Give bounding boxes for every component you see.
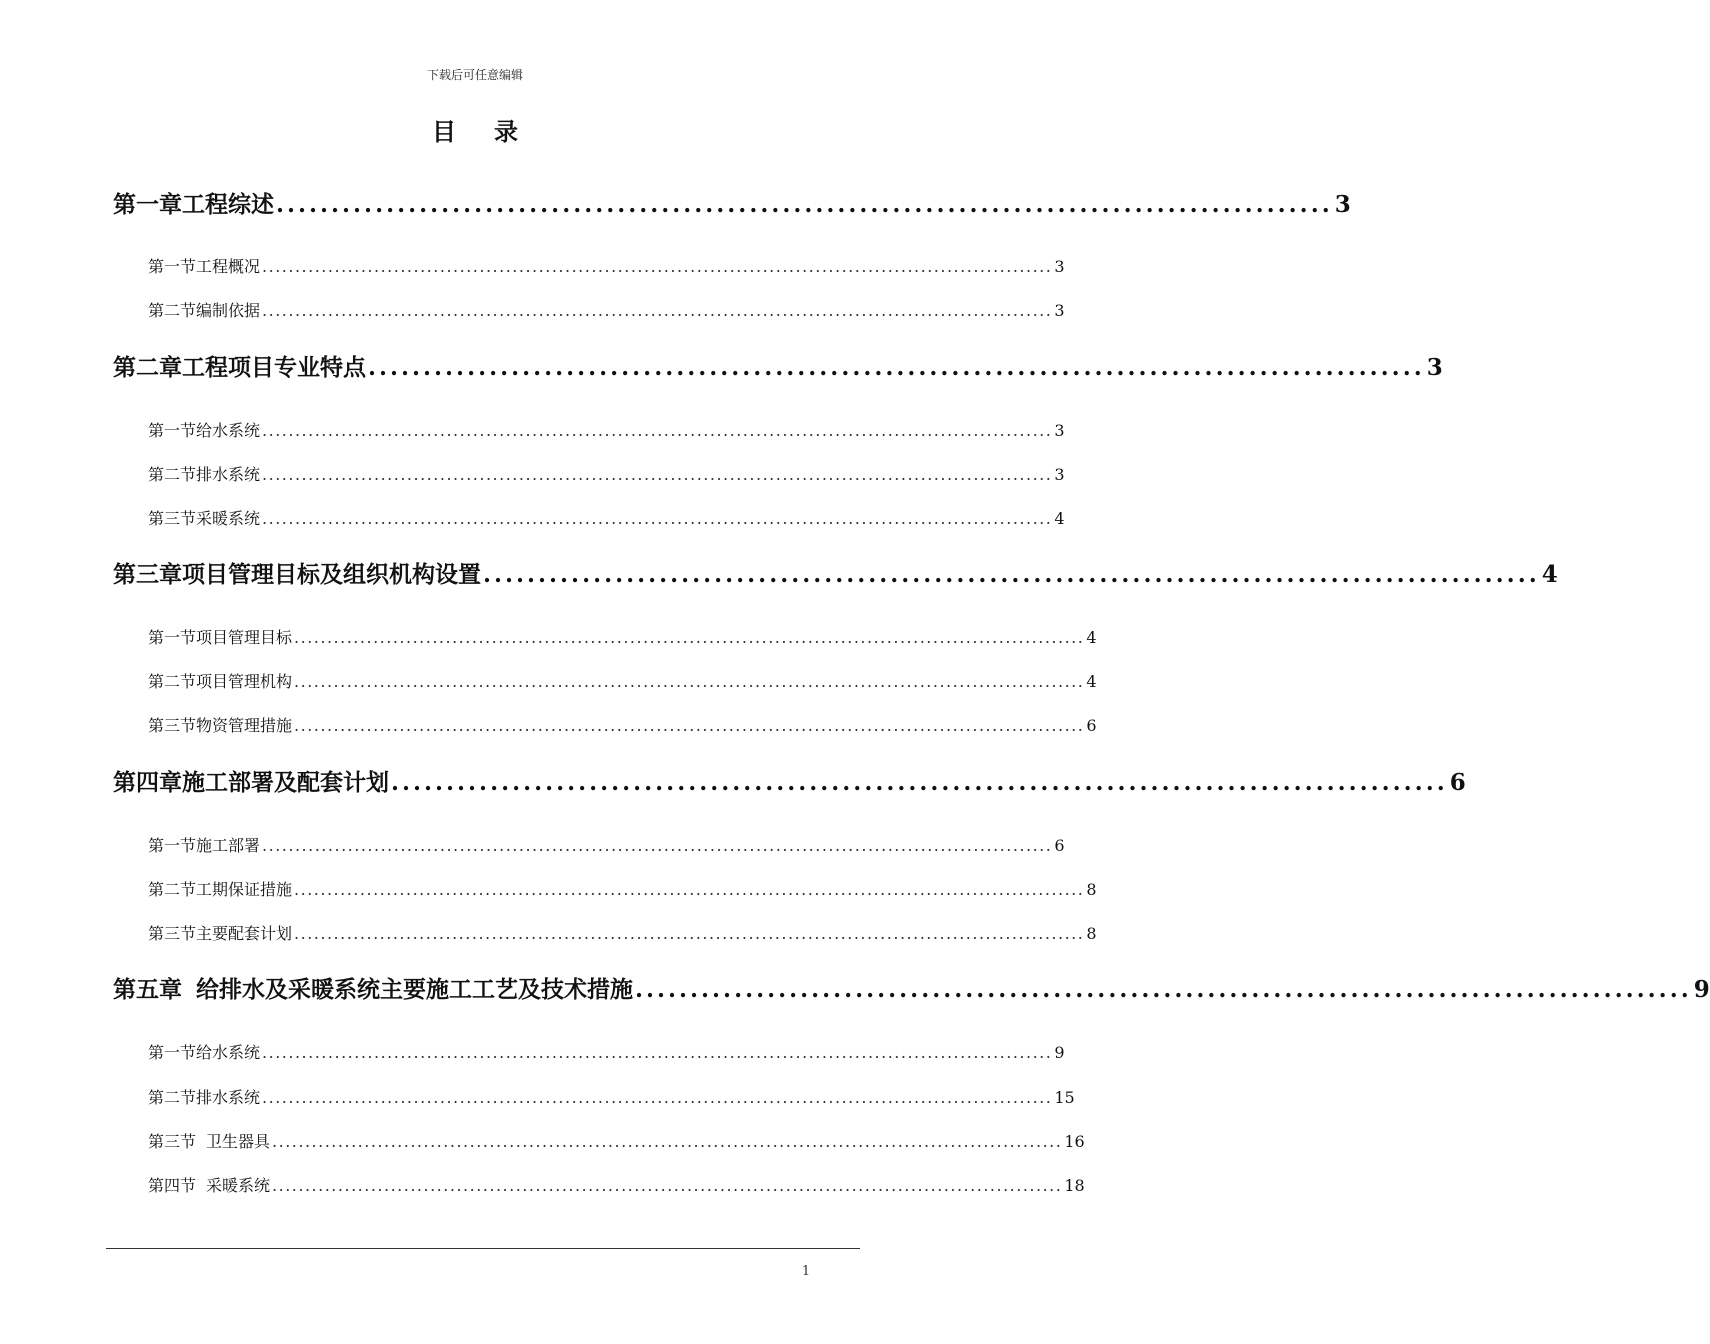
toc-section-1-2[interactable] xyxy=(148,298,1065,322)
section-title: 编制依据 xyxy=(196,301,261,320)
toc-chapter-4[interactable] xyxy=(113,764,1466,798)
section-page: 4 xyxy=(1086,672,1097,691)
toc-section-5-1[interactable] xyxy=(148,1040,1065,1064)
toc-section-1-1[interactable] xyxy=(148,254,1065,278)
chapter-page: 3 xyxy=(1334,191,1351,218)
section-title: 施工部署 xyxy=(196,836,261,855)
dot-leader: ........................................................................................................................ xyxy=(262,421,1053,440)
section-number: 第二节 xyxy=(148,465,197,484)
section-number: 第二节 xyxy=(148,672,197,691)
section-number: 第一节 xyxy=(148,836,197,855)
dot-leader: ........................................................................................................................ xyxy=(294,628,1085,647)
chapter-title: 项目管理目标及组织机构设置 xyxy=(182,561,481,588)
section-page: 3 xyxy=(1054,257,1065,276)
toc-section-2-2[interactable] xyxy=(148,462,1065,486)
section-number: 第一节 xyxy=(148,628,197,647)
section-number: 第四节 xyxy=(148,1176,197,1195)
dot-leader: ........................................................................................................................ xyxy=(262,257,1053,276)
section-page: 18 xyxy=(1064,1176,1085,1195)
chapter-number: 第三章 xyxy=(113,561,182,588)
toc-chapter-3[interactable] xyxy=(113,556,1558,590)
section-number: 第一节 xyxy=(148,421,197,440)
footer-divider xyxy=(106,1248,860,1249)
dot-leader: ................................................................................................ xyxy=(635,976,1692,1003)
section-page: 3 xyxy=(1054,465,1065,484)
toc-section-5-2[interactable] xyxy=(148,1085,1075,1109)
toc-section-4-2[interactable] xyxy=(148,877,1097,901)
dot-leader: ........................................................................................................................ xyxy=(262,1088,1053,1107)
section-number: 第二节 xyxy=(148,880,197,899)
dot-leader: ........................................................................................................................ xyxy=(272,1176,1063,1195)
toc-chapter-5[interactable] xyxy=(113,971,1710,1005)
section-page: 15 xyxy=(1054,1088,1075,1107)
toc-chapter-2[interactable] xyxy=(113,349,1443,383)
dot-leader: ................................................................................................ xyxy=(276,191,1333,218)
chapter-number: 第五章 xyxy=(113,976,182,1003)
section-title: 给水系统 xyxy=(196,421,261,440)
dot-leader: ........................................................................................................................ xyxy=(294,924,1085,943)
toc-section-2-1[interactable] xyxy=(148,418,1065,442)
section-title: 项目管理目标 xyxy=(196,628,293,647)
chapter-page: 9 xyxy=(1693,976,1710,1003)
section-page: 8 xyxy=(1086,880,1097,899)
chapter-title: 施工部署及配套计划 xyxy=(182,769,389,796)
section-number: 第一节 xyxy=(148,257,197,276)
dot-leader: ........................................................................................................................ xyxy=(294,880,1085,899)
section-page: 4 xyxy=(1086,628,1097,647)
header-note: 下载后可任意编辑 xyxy=(426,68,523,82)
chapter-title: 工程项目专业特点 xyxy=(182,354,366,381)
chapter-title: 工程综述 xyxy=(182,191,274,218)
dot-leader: ........................................................................................................................ xyxy=(262,1043,1053,1062)
chapter-number: 第二章 xyxy=(113,354,182,381)
section-number: 第三节 xyxy=(148,509,197,528)
section-title: 项目管理机构 xyxy=(196,672,293,691)
section-title: 主要配套计划 xyxy=(196,924,293,943)
dot-leader: ........................................................................................................................ xyxy=(262,465,1053,484)
page-number: 1 xyxy=(801,1264,811,1279)
dot-leader: ........................................................................................................................ xyxy=(262,836,1053,855)
section-title: 排水系统 xyxy=(196,1088,261,1107)
toc-section-3-1[interactable] xyxy=(148,625,1097,649)
section-number: 第三节 xyxy=(148,924,197,943)
section-page: 9 xyxy=(1054,1043,1065,1062)
dot-leader: ........................................................................................................................ xyxy=(262,301,1053,320)
section-number: 第一节 xyxy=(148,1043,197,1062)
section-number: 第三节 xyxy=(148,716,197,735)
section-page: 8 xyxy=(1086,924,1097,943)
chapter-page: 3 xyxy=(1426,354,1443,381)
chapter-number: 第一章 xyxy=(113,191,182,218)
toc-section-3-2[interactable] xyxy=(148,669,1097,693)
dot-leader: ........................................................................................................................ xyxy=(294,672,1085,691)
dot-leader: ........................................................................................................................ xyxy=(262,509,1053,528)
toc-chapter-1[interactable] xyxy=(113,186,1351,220)
section-title: 工期保证措施 xyxy=(196,880,293,899)
toc-section-2-3[interactable] xyxy=(148,506,1065,530)
toc-section-4-3[interactable] xyxy=(148,921,1097,945)
dot-leader: ........................................................................................................................ xyxy=(294,716,1085,735)
section-title: 采暖系统 xyxy=(206,1176,271,1195)
toc-section-5-3[interactable] xyxy=(148,1129,1085,1153)
section-title: 排水系统 xyxy=(196,465,261,484)
dot-leader: ................................................................................................ xyxy=(483,561,1540,588)
section-page: 3 xyxy=(1054,421,1065,440)
chapter-page: 6 xyxy=(1449,769,1466,796)
page-title: 目录 xyxy=(432,117,556,146)
toc-section-4-1[interactable] xyxy=(148,833,1065,857)
section-number: 第三节 xyxy=(148,1132,197,1151)
section-number: 第二节 xyxy=(148,1088,197,1107)
dot-leader: ........................................................................................................................ xyxy=(272,1132,1063,1151)
dot-leader: ................................................................................................ xyxy=(391,769,1448,796)
chapter-page: 4 xyxy=(1541,561,1558,588)
section-page: 3 xyxy=(1054,301,1065,320)
chapter-number: 第四章 xyxy=(113,769,182,796)
section-page: 16 xyxy=(1064,1132,1085,1151)
dot-leader: ................................................................................................ xyxy=(368,354,1425,381)
section-title: 工程概况 xyxy=(196,257,261,276)
section-page: 6 xyxy=(1054,836,1065,855)
section-number: 第二节 xyxy=(148,301,197,320)
section-title: 物资管理措施 xyxy=(196,716,293,735)
section-page: 6 xyxy=(1086,716,1097,735)
section-title: 给水系统 xyxy=(196,1043,261,1062)
section-page: 4 xyxy=(1054,509,1065,528)
toc-section-3-3[interactable] xyxy=(148,713,1097,737)
chapter-title: 给排水及采暖系统主要施工工艺及技术措施 xyxy=(196,976,633,1003)
toc-section-5-4[interactable] xyxy=(148,1173,1085,1197)
section-title: 卫生器具 xyxy=(206,1132,271,1151)
section-title: 采暖系统 xyxy=(196,509,261,528)
